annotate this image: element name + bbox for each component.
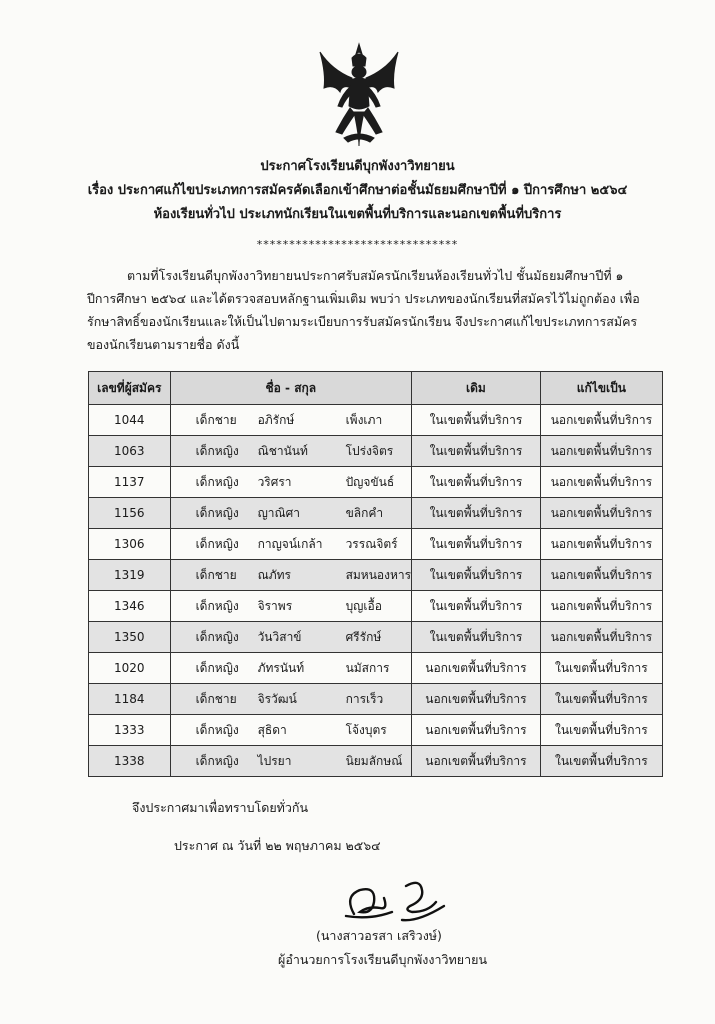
cell-original-type: นอกเขตพื้นที่บริการ <box>412 653 541 684</box>
name-prefix: เด็กหญิง <box>195 474 239 489</box>
cell-full-name <box>170 436 412 467</box>
table-row <box>89 529 663 560</box>
last-name: การเร็ว <box>345 691 384 706</box>
name-prefix: เด็กหญิง <box>195 505 239 520</box>
title-subject: เรื่อง ประกาศแก้ไขประเภทการสมัครคัดเลือกเข้าศึกษาต่อชั้นมัธยมศึกษาปีที่ ๑ ปีการศึกษา ๒๕๖๔ <box>87 183 628 198</box>
table-row <box>89 746 663 777</box>
first-name: ภัทรนันท์ <box>257 660 305 675</box>
last-name: บุญเอื้อ <box>345 598 382 613</box>
name-prefix: เด็กหญิง <box>195 598 239 613</box>
student-name <box>171 597 382 616</box>
last-name: ปัญจขันธ์ <box>345 474 395 489</box>
cell-applicant-id: 1063 <box>89 436 171 467</box>
body-paragraph <box>87 264 657 356</box>
student-name <box>171 535 398 554</box>
last-name: สมหนองหาร <box>345 567 412 582</box>
name-prefix: เด็กหญิง <box>195 660 239 675</box>
cell-full-name <box>170 529 412 560</box>
cell-applicant-id: 1306 <box>89 529 171 560</box>
first-name: สุธิดา <box>257 722 287 737</box>
last-name: นมัสการ <box>345 660 390 675</box>
cell-applicant-id: 1044 <box>89 405 171 436</box>
cell-corrected-type: นอกเขตพื้นที่บริการ <box>540 498 662 529</box>
title-school: ประกาศโรงเรียนดีบุกพังงาวิทยายน <box>260 159 455 174</box>
student-name <box>171 721 387 740</box>
cell-full-name <box>170 622 412 653</box>
cell-corrected-type: ในเขตพื้นที่บริการ <box>540 653 662 684</box>
student-name <box>171 659 390 678</box>
cell-original-type: ในเขตพื้นที่บริการ <box>412 622 541 653</box>
header-corrected: แก้ไขเป็น <box>540 372 662 405</box>
separator: ******************************* <box>256 238 459 251</box>
cell-applicant-id: 1156 <box>89 498 171 529</box>
cell-full-name <box>170 715 412 746</box>
table-header-row <box>89 372 663 405</box>
announcement-date: ประกาศ ณ วันที่ ๒๒ พฤษภาคม ๒๕๖๔ <box>174 838 381 853</box>
last-name: เพ็งเภา <box>345 412 383 427</box>
cell-corrected-type: ในเขตพื้นที่บริการ <box>540 746 662 777</box>
table-row <box>89 560 663 591</box>
body-line: ปีการศึกษา ๒๕๖๔ และได้ตรวจสอบหลักฐานเพิ่มเติม พบว่า ประเภทของนักเรียนที่สมัครไว้ไม่ถูกต้อง เพื่อ <box>87 291 640 306</box>
header-applicant-id: เลขที่ผู้สมัคร <box>89 372 171 405</box>
cell-original-type: ในเขตพื้นที่บริการ <box>412 467 541 498</box>
student-name <box>171 752 403 771</box>
table-row <box>89 436 663 467</box>
last-name: นิยมลักษณ์ <box>345 753 403 768</box>
first-name: ณภัทร <box>257 567 291 582</box>
first-name: ไปรยา <box>257 753 292 768</box>
first-name: อภิรักษ์ <box>257 412 295 427</box>
last-name: ขลิกคำ <box>345 505 384 520</box>
cell-original-type: ในเขตพื้นที่บริการ <box>412 436 541 467</box>
name-prefix: เด็กชาย <box>195 567 237 582</box>
cell-applicant-id: 1350 <box>89 622 171 653</box>
name-prefix: เด็กหญิง <box>195 722 239 737</box>
announcement-title <box>40 155 675 227</box>
cell-corrected-type: นอกเขตพื้นที่บริการ <box>540 591 662 622</box>
cell-corrected-type: ในเขตพื้นที่บริการ <box>540 715 662 746</box>
cell-full-name <box>170 467 412 498</box>
table-row <box>89 467 663 498</box>
body-line: รักษาสิทธิ์ของนักเรียนและให้เป็นไปตามระเบียบการรับสมัครนักเรียน จึงประกาศแก้ไขประเภทการสมัคร <box>87 314 638 329</box>
cell-corrected-type: นอกเขตพื้นที่บริการ <box>540 529 662 560</box>
name-prefix: เด็กหญิง <box>195 629 239 644</box>
cell-full-name <box>170 684 412 715</box>
last-name: ศรีรักษ์ <box>345 629 382 644</box>
name-prefix: เด็กหญิง <box>195 753 239 768</box>
last-name: วรรณจิตร์ <box>345 536 398 551</box>
closing-text: จึงประกาศมาเพื่อทราบโดยทั่วกัน <box>132 800 309 815</box>
signature-image <box>340 876 460 926</box>
student-name <box>171 690 384 709</box>
title-category: ห้องเรียนทั่วไป ประเภทนักเรียนในเขตพื้นที่บริการและนอกเขตพื้นที่บริการ <box>153 207 562 222</box>
table-row <box>89 653 663 684</box>
last-name: โปร่งจิตร <box>345 443 394 458</box>
student-name <box>171 473 395 492</box>
cell-full-name <box>170 746 412 777</box>
student-name <box>171 566 412 585</box>
cell-original-type: ในเขตพื้นที่บริการ <box>412 591 541 622</box>
cell-applicant-id: 1333 <box>89 715 171 746</box>
cell-applicant-id: 1338 <box>89 746 171 777</box>
cell-corrected-type: นอกเขตพื้นที่บริการ <box>540 405 662 436</box>
first-name: จิรวัฒน์ <box>257 691 297 706</box>
signer-name: (นางสาวอรสา เสริวงษ์) <box>316 928 442 943</box>
cell-corrected-type: ในเขตพื้นที่บริการ <box>540 684 662 715</box>
name-prefix: เด็กหญิง <box>195 443 239 458</box>
cell-corrected-type: นอกเขตพื้นที่บริการ <box>540 436 662 467</box>
first-name: ณิชานันท์ <box>257 443 308 458</box>
cell-corrected-type: นอกเขตพื้นที่บริการ <box>540 622 662 653</box>
cell-original-type: ในเขตพื้นที่บริการ <box>412 405 541 436</box>
cell-applicant-id: 1184 <box>89 684 171 715</box>
student-name <box>171 504 384 523</box>
student-name <box>171 442 394 461</box>
cell-applicant-id: 1020 <box>89 653 171 684</box>
name-prefix: เด็กชาย <box>195 412 237 427</box>
last-name: โจ้งบุตร <box>345 722 387 737</box>
cell-full-name <box>170 498 412 529</box>
table-row <box>89 498 663 529</box>
first-name: ญาณิศา <box>257 505 301 520</box>
cell-full-name <box>170 405 412 436</box>
table-row <box>89 715 663 746</box>
table-row <box>89 591 663 622</box>
cell-corrected-type: นอกเขตพื้นที่บริการ <box>540 467 662 498</box>
signer-position: ผู้อำนวยการโรงเรียนดีบุกพังงาวิทยายน <box>278 952 487 967</box>
cell-applicant-id: 1137 <box>89 467 171 498</box>
garuda-emblem-icon <box>318 40 400 150</box>
cell-original-type: ในเขตพื้นที่บริการ <box>412 498 541 529</box>
cell-original-type: นอกเขตพื้นที่บริการ <box>412 684 541 715</box>
body-line: ของนักเรียนตามรายชื่อ ดังนี้ <box>87 337 240 352</box>
name-prefix: เด็กหญิง <box>195 536 239 551</box>
first-name: จิราพร <box>257 598 293 613</box>
cell-full-name <box>170 653 412 684</box>
cell-full-name <box>170 591 412 622</box>
first-name: กาญจน์เกล้า <box>257 536 323 551</box>
applicant-table <box>88 371 663 777</box>
cell-original-type: นอกเขตพื้นที่บริการ <box>412 715 541 746</box>
table-row <box>89 684 663 715</box>
cell-original-type: ในเขตพื้นที่บริการ <box>412 560 541 591</box>
cell-corrected-type: นอกเขตพื้นที่บริการ <box>540 560 662 591</box>
body-line: ตามที่โรงเรียนดีบุกพังงาวิทยายนประกาศรับสมัครนักเรียนห้องเรียนทั่วไป ชั้นมัธยมศึกษาปีที่ ๑ <box>127 268 624 283</box>
table-row <box>89 622 663 653</box>
header-full-name: ชื่อ - สกุล <box>170 372 412 405</box>
cell-full-name <box>170 560 412 591</box>
student-name <box>171 411 383 430</box>
header-original: เดิม <box>412 372 541 405</box>
cell-applicant-id: 1346 <box>89 591 171 622</box>
cell-original-type: ในเขตพื้นที่บริการ <box>412 529 541 560</box>
first-name: วันวิสาข์ <box>257 629 302 644</box>
first-name: วริศรา <box>257 474 292 489</box>
student-name <box>171 628 382 647</box>
table-row <box>89 405 663 436</box>
cell-original-type: นอกเขตพื้นที่บริการ <box>412 746 541 777</box>
cell-applicant-id: 1319 <box>89 560 171 591</box>
name-prefix: เด็กชาย <box>195 691 237 706</box>
